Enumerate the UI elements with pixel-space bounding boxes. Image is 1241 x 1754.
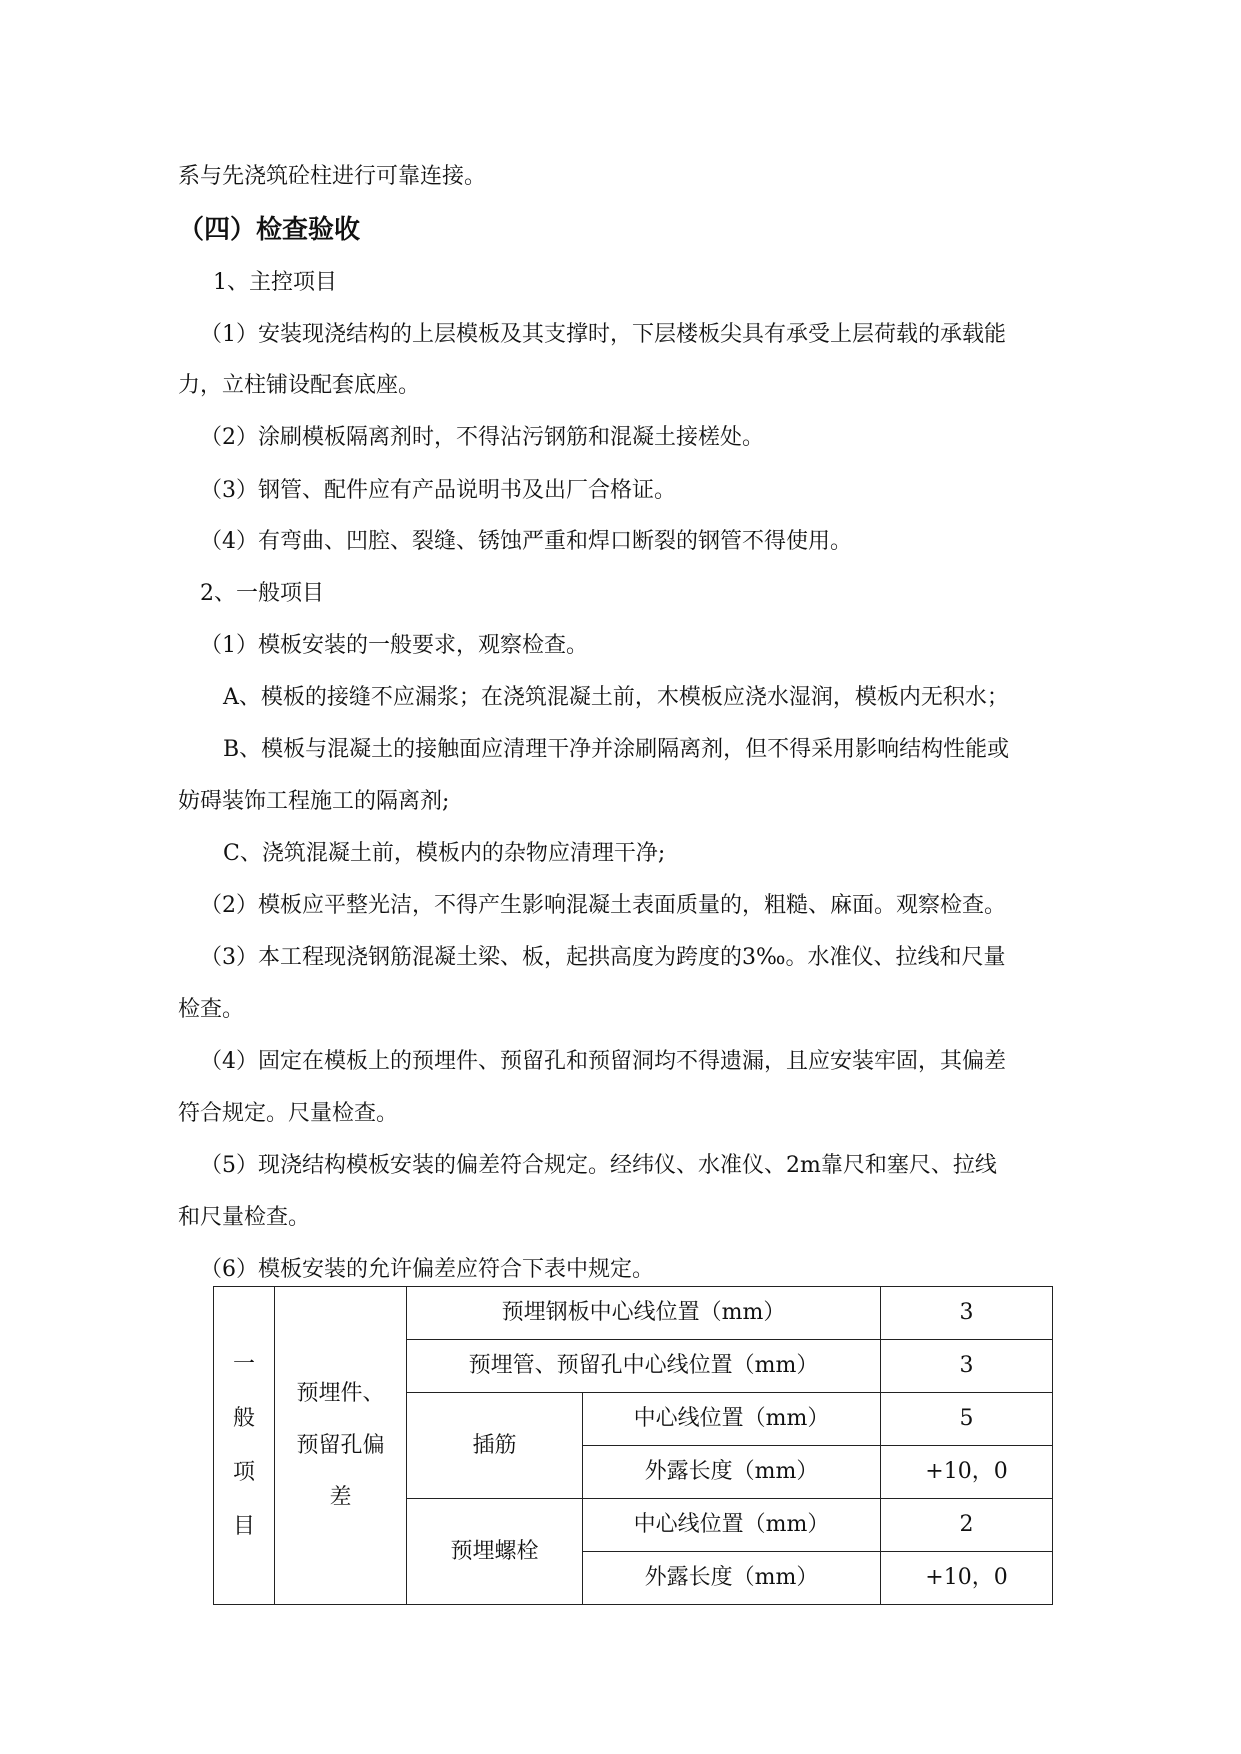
table-row: [214, 1287, 1053, 1340]
subgroup-label: 插筋: [407, 1393, 583, 1499]
group-cell: [214, 1287, 275, 1605]
item-label: 外露长度（mm）: [583, 1552, 881, 1605]
item-label: 中心线位置（mm）: [583, 1393, 881, 1446]
item-label: 外露长度（mm）: [583, 1446, 881, 1499]
item-label: 预埋钢板中心线位置（mm）: [407, 1287, 881, 1340]
item-value: +10，0: [881, 1446, 1053, 1499]
paragraph: C、浇筑混凝土前，模板内的杂物应清理干净;: [223, 841, 666, 866]
paragraph: 符合规定。尺量检查。: [178, 1101, 399, 1126]
item-value: 2: [881, 1499, 1053, 1552]
group-label: 一般项目: [232, 1351, 255, 1539]
paragraph: （6）模板安装的允许偏差应符合下表中规定。: [200, 1257, 654, 1282]
paragraph: （3）钢管、配件应有产品说明书及出厂合格证。: [200, 478, 676, 503]
paragraph: 系与先浇筑砼柱进行可靠连接。: [178, 164, 487, 189]
category-cell: [275, 1287, 407, 1605]
item-value: +10，0: [881, 1552, 1053, 1605]
paragraph: （3）本工程现浇钢筋混凝土梁、板，起拱高度为跨度的3‰。水准仪、拉线和尺量: [200, 945, 1006, 970]
paragraph: （1）模板安装的一般要求，观察检查。: [200, 633, 588, 658]
paragraph: （2）涂刷模板隔离剂时，不得沾污钢筋和混凝土接槎处。: [200, 425, 764, 450]
paragraph: 妨碍装饰工程施工的隔离剂;: [178, 789, 450, 814]
category-label: 预埋件、预留孔偏差: [296, 1380, 385, 1510]
section-heading: （四）检查验收: [178, 215, 361, 245]
paragraph: 检查。: [178, 997, 245, 1022]
paragraph: （4）固定在模板上的预埋件、预留孔和预留洞均不得遗漏，且应安装牢固，其偏差: [200, 1049, 1006, 1074]
paragraph: （5）现浇结构模板安装的偏差符合规定。经纬仪、水准仪、2m靠尺和塞尺、拉线: [200, 1153, 997, 1178]
paragraph: 力，立柱铺设配套底座。: [178, 373, 421, 398]
paragraph: （4）有弯曲、凹腔、裂缝、锈蚀严重和焊口断裂的钢管不得使用。: [200, 529, 852, 554]
subsection-title: 2、一般项目: [200, 581, 324, 606]
item-value: 5: [881, 1393, 1053, 1446]
paragraph: B、模板与混凝土的接触面应清理干净并涂刷隔离剂，但不得采用影响结构性能或: [223, 737, 1010, 762]
item-value: 3: [881, 1340, 1053, 1393]
paragraph: （1）安装现浇结构的上层模板及其支撑时，下层楼板尖具有承受上层荷载的承载能: [200, 322, 1006, 347]
tolerance-table: [213, 1286, 1053, 1605]
paragraph: （2）模板应平整光洁，不得产生影响混凝土表面质量的，粗糙、麻面。观察检查。: [200, 893, 1006, 918]
subgroup-label: 预埋螺栓: [407, 1499, 583, 1605]
paragraph: A、模板的接缝不应漏浆；在浇筑混凝土前，木模板应浇水湿润，模板内无积水；: [223, 685, 1009, 710]
item-label: 预埋管、预留孔中心线位置（mm）: [407, 1340, 881, 1393]
paragraph: 和尺量检查。: [178, 1205, 311, 1230]
subsection-title: 1、主控项目: [213, 270, 337, 295]
item-value: 3: [881, 1287, 1053, 1340]
item-label: 中心线位置（mm）: [583, 1499, 881, 1552]
